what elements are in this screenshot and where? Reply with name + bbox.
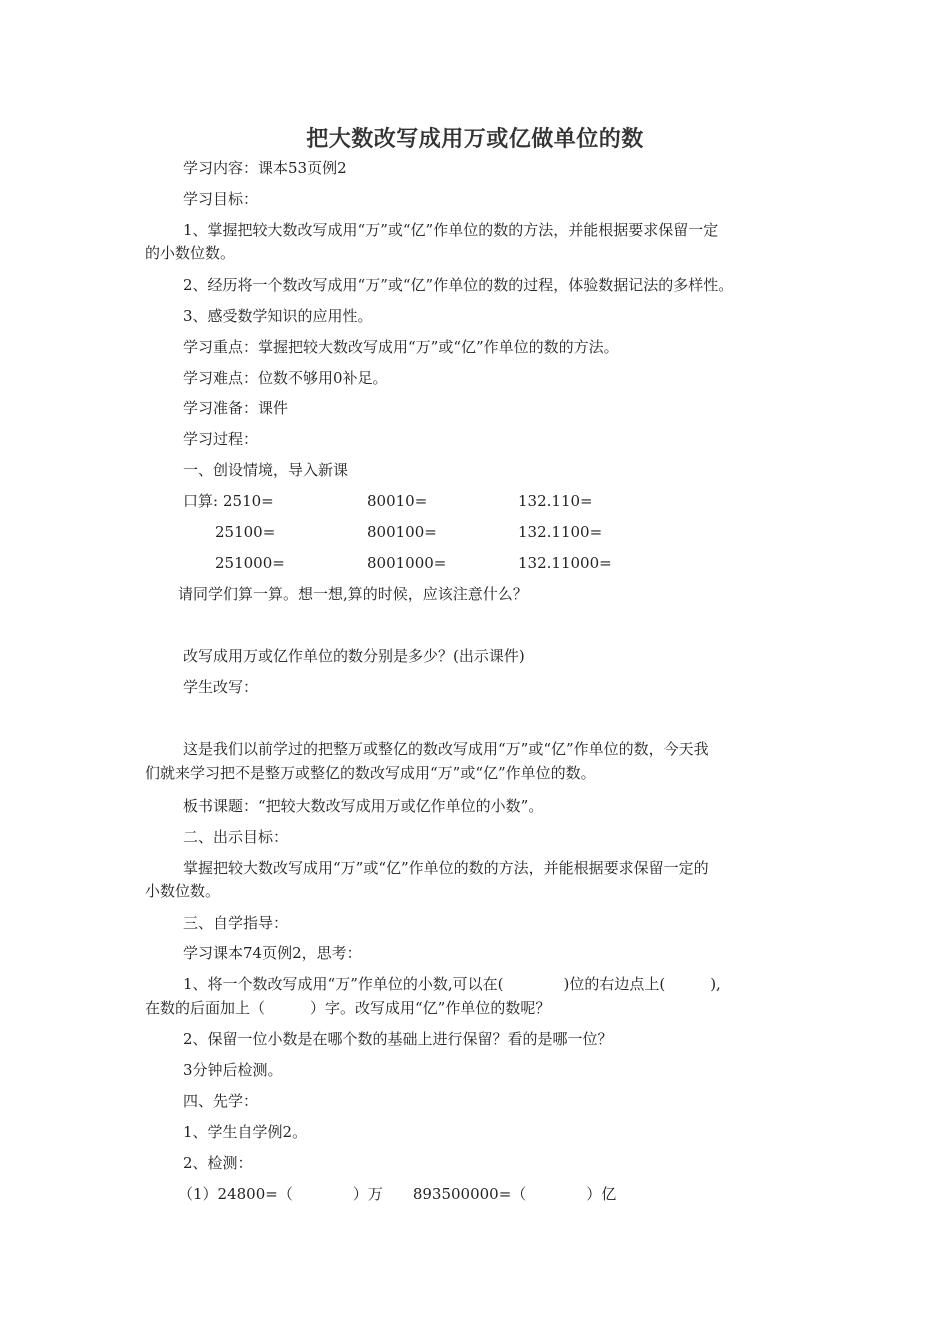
question-2: 2、保留一位小数是在哪个数的基础上进行保留？看的是哪一位？ bbox=[183, 1030, 613, 1048]
board-title: 板书课题：“把较大数改写成用万或亿作单位的小数”。 bbox=[183, 797, 544, 815]
calc-question: 请同学们算一算。想一想,算的时候，应该注意什么？ bbox=[178, 585, 528, 603]
goal-1-line-2: 的小数位数。 bbox=[145, 244, 236, 262]
question-1-line-1: 1、将一个数改写成用“万”作单位的小数,可以在( )位的右边点上( ), bbox=[183, 975, 721, 993]
key-point: 学习重点：掌握把较大数改写成用“万”或“亿”作单位的数的方法。 bbox=[183, 338, 619, 356]
step-1: 1、学生自学例2。 bbox=[183, 1123, 308, 1141]
goal-1-line-1: 1、掌握把较大数改写成用“万”或“亿”作单位的数的方法，并能根据要求保留一定 bbox=[183, 221, 719, 239]
oral-calc-item: 8001000= bbox=[367, 554, 447, 572]
intro-line-1: 这是我们以前学过的把整万或整亿的数改写成用“万”或“亿”作单位的数，今天我 bbox=[183, 740, 709, 758]
step-2: 2、检测： bbox=[183, 1154, 253, 1172]
section-2-heading: 二、出示目标： bbox=[183, 828, 289, 846]
test-item-1: （1）24800=（ ）万 893500000=（ ）亿 bbox=[178, 1185, 617, 1203]
oral-calc-label: 口算: bbox=[183, 492, 219, 510]
oral-calc-item: 2510= bbox=[223, 492, 274, 510]
oral-calc-item: 800100= bbox=[367, 523, 437, 541]
learning-goals-heading: 学习目标： bbox=[183, 190, 259, 208]
section-4-heading: 四、先学： bbox=[183, 1092, 259, 1110]
oral-calc-item: 132.11000= bbox=[518, 554, 612, 572]
section-1-heading: 一、创设情境，导入新课 bbox=[183, 461, 349, 479]
goal-restate-line-1: 掌握把较大数改写成用“万”或“亿”作单位的数的方法，并能根据要求保留一定的 bbox=[183, 859, 709, 877]
student-rewrite: 学生改写： bbox=[183, 678, 259, 696]
goal-3: 3、感受数学知识的应用性。 bbox=[183, 307, 373, 325]
oral-calc-item: 132.110= bbox=[518, 492, 593, 510]
oral-calc-item: 25100= bbox=[215, 523, 276, 541]
learning-process: 学习过程： bbox=[183, 430, 259, 448]
rewrite-question: 改写成用万或亿作单位的数分别是多少？(出示课件) bbox=[183, 647, 525, 665]
section-3-heading: 三、自学指导： bbox=[183, 914, 289, 932]
preparation: 学习准备：课件 bbox=[183, 399, 289, 417]
oral-calc-item: 251000= bbox=[215, 554, 285, 572]
difficulty: 学习难点：位数不够用0补足。 bbox=[183, 369, 388, 387]
oral-calc-item: 132.1100= bbox=[518, 523, 603, 541]
question-1-line-2: 在数的后面加上（ ）字。改写成用“亿”作单位的数呢？ bbox=[145, 999, 551, 1017]
goal-2: 2、经历将一个数改写成用“万”或“亿”作单位的数的过程，体验数据记法的多样性。 bbox=[183, 276, 734, 294]
learning-content: 学习内容：课本53页例2 bbox=[183, 159, 347, 177]
oral-calc-item: 80010= bbox=[367, 492, 428, 510]
study-instruction: 学习课本74页例2，思考： bbox=[183, 944, 362, 962]
intro-line-2: 们就来学习把不是整万或整亿的数改写成用“万”或“亿”作单位的数。 bbox=[145, 764, 596, 782]
document-title: 把大数改写成用万或亿做单位的数 bbox=[306, 126, 644, 152]
goal-restate-line-2: 小数位数。 bbox=[145, 882, 221, 900]
check-time: 3分钟后检测。 bbox=[183, 1061, 283, 1079]
